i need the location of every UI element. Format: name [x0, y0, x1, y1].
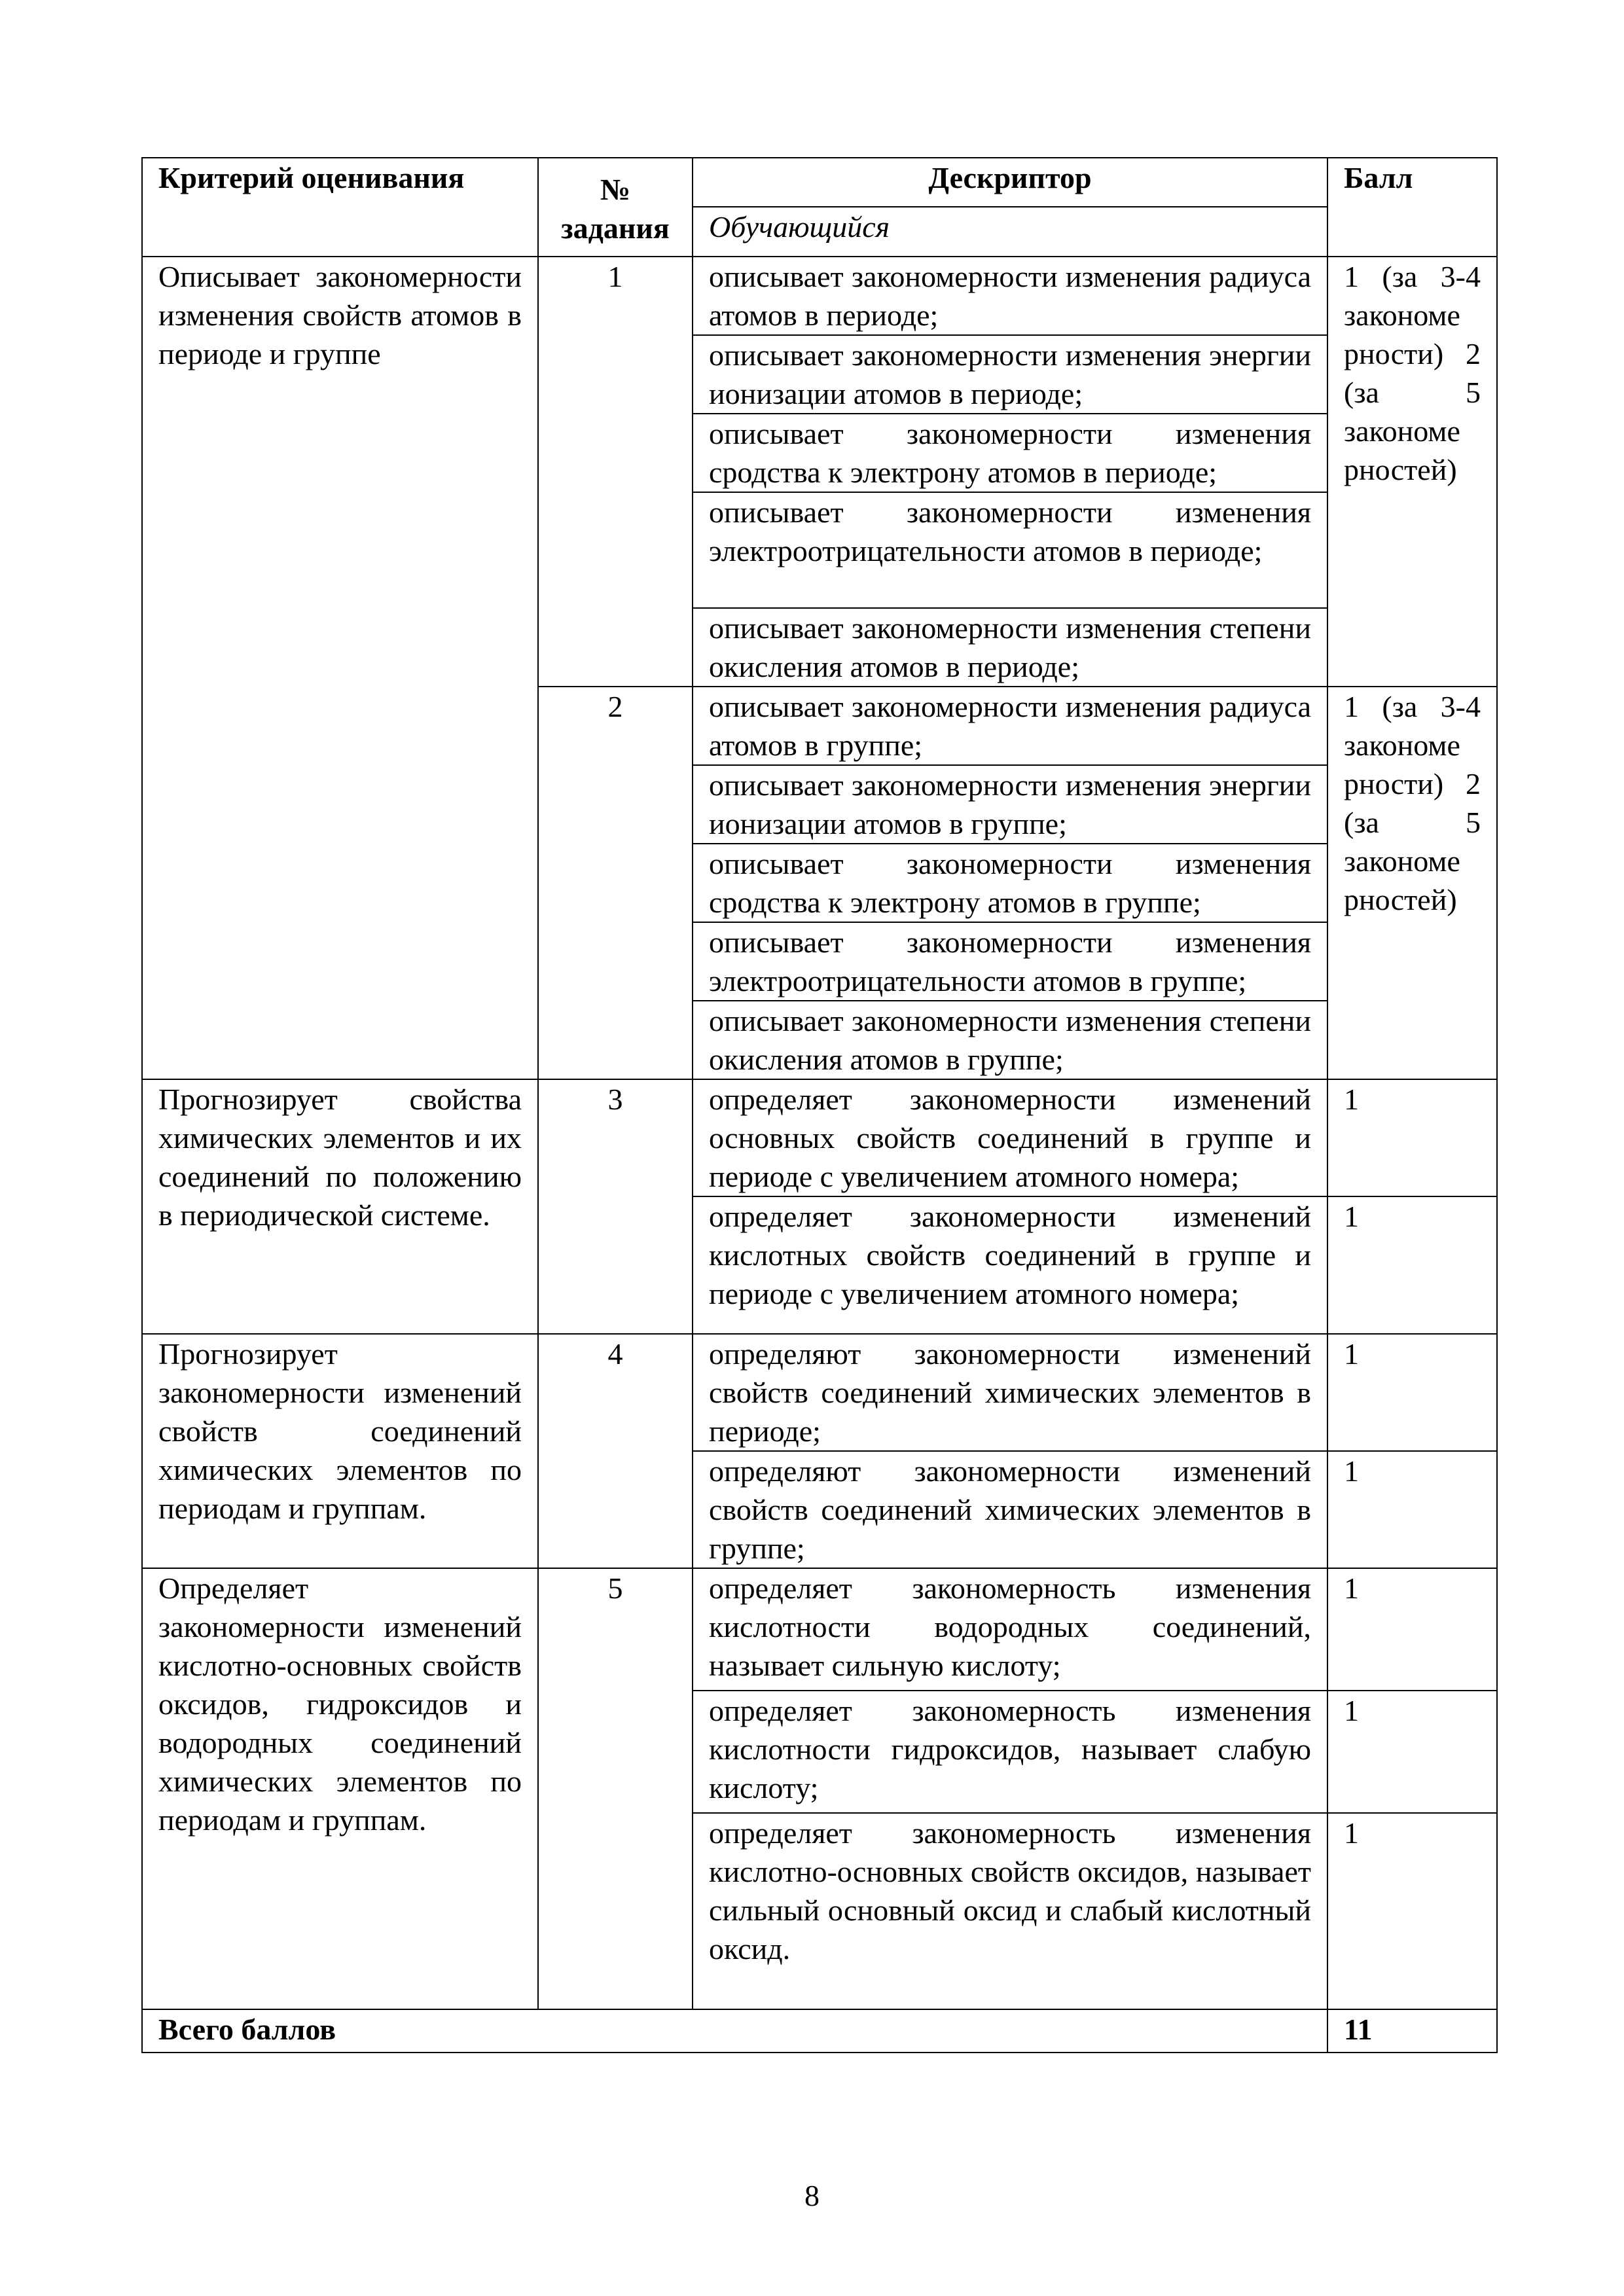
descriptor-cell: определяет закономерности изменений кислотных свойств соединений в группе и периоде с увеличением атомного номера; [693, 1196, 1327, 1334]
descriptor-cell: описывает закономерности изменения сродства к электрону атомов в периоде; [693, 414, 1327, 492]
descriptor-cell: определяет закономерность изменения кислотности гидроксидов, называет слабую кислоту; [693, 1691, 1327, 1813]
header-descriptor: Дескриптор [693, 158, 1327, 207]
descriptor-cell: описывает закономерности изменения электроотрицательности атомов в периоде; [693, 492, 1327, 608]
score-cell: 1 [1327, 1691, 1497, 1813]
score-cell: 1 [1327, 1196, 1497, 1334]
descriptor-cell: описывает закономерности изменения сродства к электрону атомов в группе; [693, 844, 1327, 922]
criterion-cell: Описывает закономерности изменения свойств атомов в периоде и группе [142, 257, 538, 1079]
descriptor-cell: описывает закономерности изменения энергии ионизации атомов в группе; [693, 765, 1327, 844]
descriptor-cell: описывает закономерности изменения радиуса атомов в периоде; [693, 257, 1327, 335]
task-number-cell: 5 [538, 1568, 693, 2009]
score-cell: 1 [1327, 1813, 1497, 2009]
descriptor-cell: описывает закономерности изменения электроотрицательности атомов в группе; [693, 922, 1327, 1001]
total-label: Всего баллов [142, 2009, 1327, 2053]
score-cell: 1 (за 3-4 закономе рности) 2 (за 5 закономе рностей) [1327, 687, 1497, 1079]
header-score: Балл [1327, 158, 1497, 257]
descriptor-cell: описывает закономерности изменения энергии ионизации атомов в периоде; [693, 335, 1327, 414]
table-row [142, 1568, 1497, 1691]
table-row [142, 257, 1497, 335]
descriptor-cell: определяет закономерность изменения кислотности водородных соединений, называет сильную кислоту; [693, 1568, 1327, 1691]
descriptor-cell: описывает закономерности изменения степени окисления атомов в группе; [693, 1001, 1327, 1079]
score-cell: 1 [1327, 1079, 1497, 1196]
task-number-cell: 4 [538, 1334, 693, 1568]
descriptor-cell: определяет закономерности изменений основных свойств соединений в группе и периоде с увеличением атомного номера; [693, 1079, 1327, 1196]
score-cell: 1 [1327, 1451, 1497, 1568]
task-number-cell: 2 [538, 687, 693, 1079]
descriptor-cell: описывает закономерности изменения радиуса атомов в группе; [693, 687, 1327, 765]
criterion-cell: Прогнозирует закономерности изменений свойств соединений химических элементов по периодам и группам. [142, 1334, 538, 1568]
header-task-number: № задания [538, 158, 693, 257]
page-number: 8 [804, 2179, 820, 2212]
total-value: 11 [1327, 2009, 1497, 2053]
descriptor-cell: описывает закономерности изменения степени окисления атомов в периоде; [693, 608, 1327, 687]
header-learner: Обучающийся [693, 207, 1327, 257]
table-row [142, 1079, 1497, 1196]
table-row [142, 1334, 1497, 1451]
descriptor-cell: определяет закономерность изменения кислотно-основных свойств оксидов, называет сильный основный оксид и слабый кислотный оксид. [693, 1813, 1327, 2009]
descriptor-cell: определяют закономерности изменений свойств соединений химических элементов в периоде; [693, 1334, 1327, 1451]
criterion-cell: Прогнозирует свойства химических элементов и их соединений по положению в периодической системе. [142, 1079, 538, 1334]
task-number-cell: 1 [538, 257, 693, 687]
descriptor-cell: определяют закономерности изменений свойств соединений химических элементов в группе; [693, 1451, 1327, 1568]
table-header-row [142, 158, 1497, 207]
score-cell: 1 (за 3-4 закономе рности) 2 (за 5 закономе рностей) [1327, 257, 1497, 687]
score-cell: 1 [1327, 1568, 1497, 1691]
header-criterion: Критерий оценивания [142, 158, 538, 257]
criterion-cell: Определяет закономерности изменений кислотно-основных свойств оксидов, гидроксидов и водородных соединений химических элементов по периодам и группам. [142, 1568, 538, 2009]
assessment-table [141, 157, 1498, 2053]
total-row [142, 2009, 1497, 2053]
task-number-cell: 3 [538, 1079, 693, 1334]
score-cell: 1 [1327, 1334, 1497, 1451]
